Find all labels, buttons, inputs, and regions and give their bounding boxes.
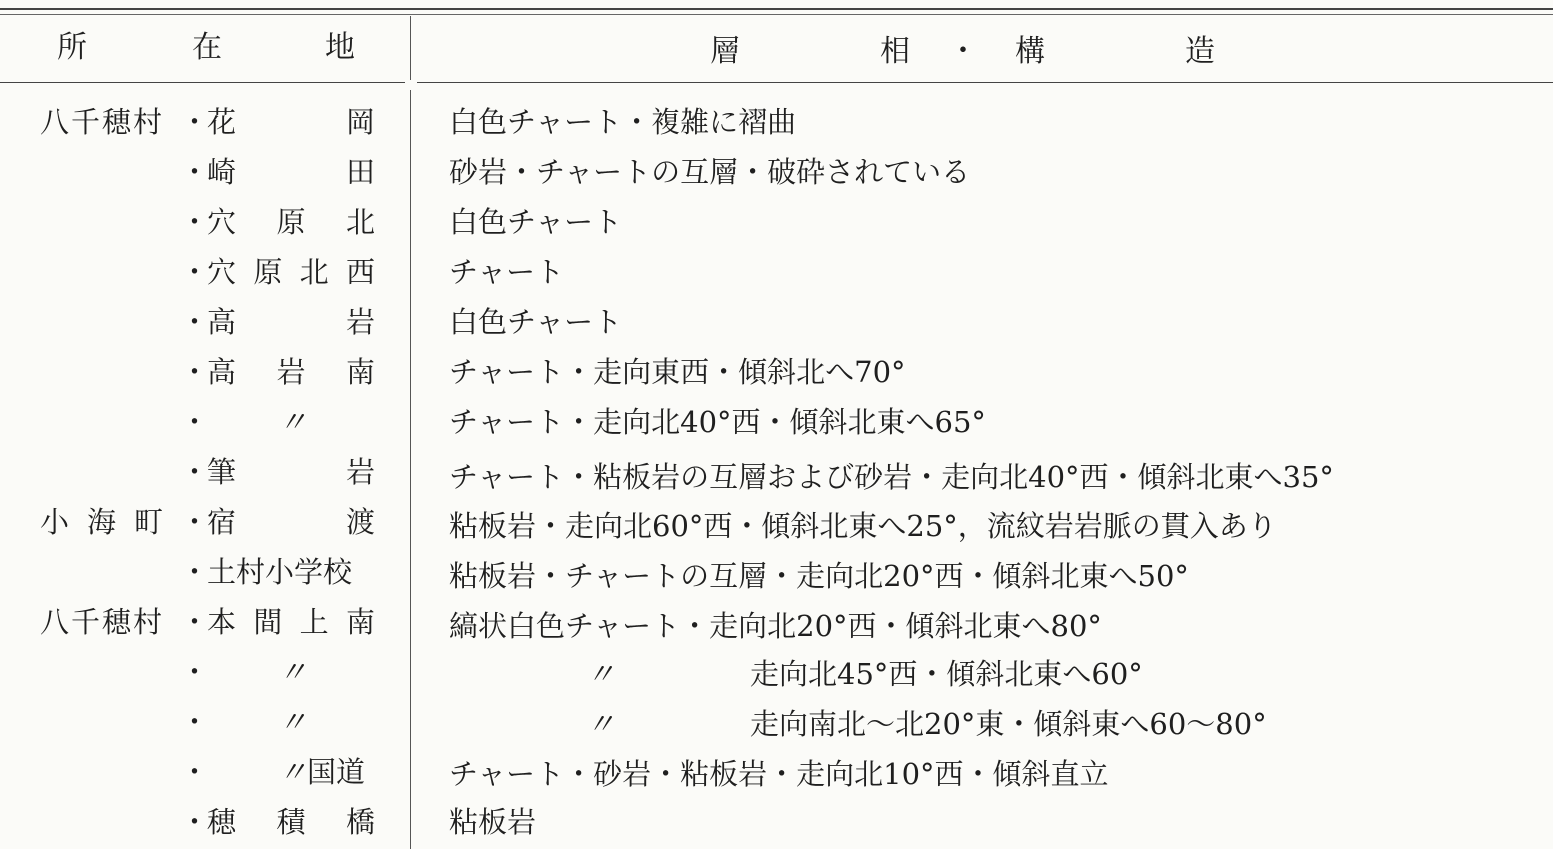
row-dot: ・ [180,255,210,289]
row-desc-ditto: 〃 [586,707,616,741]
row-description: チャート・粘板岩の互層および砂岩・走向北40°西・傾斜北東へ35° [449,460,1334,494]
row-dot: ・ [180,555,210,589]
place-char: 岩 [345,455,375,489]
header-structure-char: 造 [1185,34,1215,69]
row-place [207,604,375,640]
header-location-char: 所 [57,30,87,65]
place-char: 南 [345,605,375,639]
place-char: 田 [345,155,375,189]
place-char: 穴 [207,205,237,239]
row-place [207,104,375,140]
row-dot: ・ [180,155,210,189]
row-dot: ・ [180,705,210,739]
place-char: 南 [345,355,375,389]
row-dot: ・ [180,655,210,689]
place-char: 北 [345,205,375,239]
header-location-char: 地 [325,30,355,65]
header-structure-char: 相 [880,34,910,69]
row-dot: ・ [180,455,210,489]
table-top-rule [0,8,1553,10]
row-description: 白色チャート [449,305,623,339]
row-dot: ・ [180,605,210,639]
place-char: 岩 [345,305,375,339]
row-dot: ・ [180,405,210,439]
row-description: 白色チャート [449,205,623,239]
row-description: チャート [449,255,565,289]
place-char: 間 [253,605,283,639]
row-dot: ・ [180,205,210,239]
place-char: 本 [207,605,237,639]
place-char: 花 [207,105,237,139]
row-place [207,304,375,340]
row-description: 粘板岩・走向北60°西・傾斜北東へ25°，流紋岩岩脈の貫入あり [449,509,1277,543]
header-structure-char: ・ [948,34,978,69]
row-village: 小海町 [40,505,182,539]
row-description: 粘板岩 [449,805,537,839]
row-dot: ・ [180,105,210,139]
header-structure-char: 構 [1015,34,1045,69]
place-char: 崎 [207,155,237,189]
row-place [207,254,375,290]
row-dot: ・ [180,305,210,339]
header-bottom-rule [0,82,1553,83]
place-char: 上 [299,605,329,639]
place-char: 岩 [276,355,306,389]
row-dot: ・ [180,805,210,839]
table-top-rule-thin [0,14,1553,15]
row-description: チャート・走向東西・傾斜北へ70° [449,355,906,389]
row-dot: ・ [180,505,210,539]
row-description: チャート・砂岩・粘板岩・走向北10°西・傾斜直立 [449,757,1109,791]
place-char: 筆 [207,455,237,489]
row-place [207,354,375,390]
place-char: 穴 [207,255,237,289]
place-char: 積 [276,805,306,839]
row-place [278,754,365,790]
place-char: 西 [345,255,375,289]
header-location-char: 在 [192,30,222,65]
row-place [207,204,375,240]
place-suffix: 国道 [307,755,366,789]
row-description: 走向北45°西・傾斜北東へ60° [750,657,1143,691]
place-char: 原 [253,255,283,289]
row-place-ditto: 〃 [278,655,308,689]
row-desc-ditto: 〃 [586,657,616,691]
row-place: 土村小学校 [207,555,353,589]
row-dot: ・ [180,755,210,789]
row-place [207,504,375,540]
place-char: 橋 [345,805,375,839]
header-structure-char: 層 [710,34,740,69]
place-char: 宿 [207,505,237,539]
place-char: 高 [207,355,237,389]
place-char: 北 [299,255,329,289]
row-village: 八千穂村 [40,605,165,639]
row-description: 白色チャート・複雑に褶曲 [449,105,797,139]
place-char: 原 [276,205,306,239]
row-village: 八千穂村 [40,105,165,139]
place-ditto: 〃 [278,755,308,789]
row-description: 砂岩・チャートの互層・破砕されている [449,155,971,189]
column-separator [410,16,411,849]
row-description: チャート・走向北40°西・傾斜北東へ65° [449,405,986,439]
row-place-ditto: 〃 [278,705,308,739]
row-description: 粘板岩・チャートの互層・走向北20°西・傾斜北東へ50° [449,559,1189,593]
row-place [207,154,375,190]
row-description: 縞状白色チャート・走向北20°西・傾斜北東へ80° [449,609,1102,643]
row-place [207,454,375,490]
row-description: 走向南北～北20°東・傾斜東へ60～80° [750,707,1267,741]
place-char: 高 [207,305,237,339]
place-char: 岡 [345,105,375,139]
row-dot: ・ [180,355,210,389]
row-place-ditto: 〃 [278,405,308,439]
row-place [207,804,375,840]
place-char: 渡 [345,505,375,539]
place-char: 穂 [207,805,237,839]
